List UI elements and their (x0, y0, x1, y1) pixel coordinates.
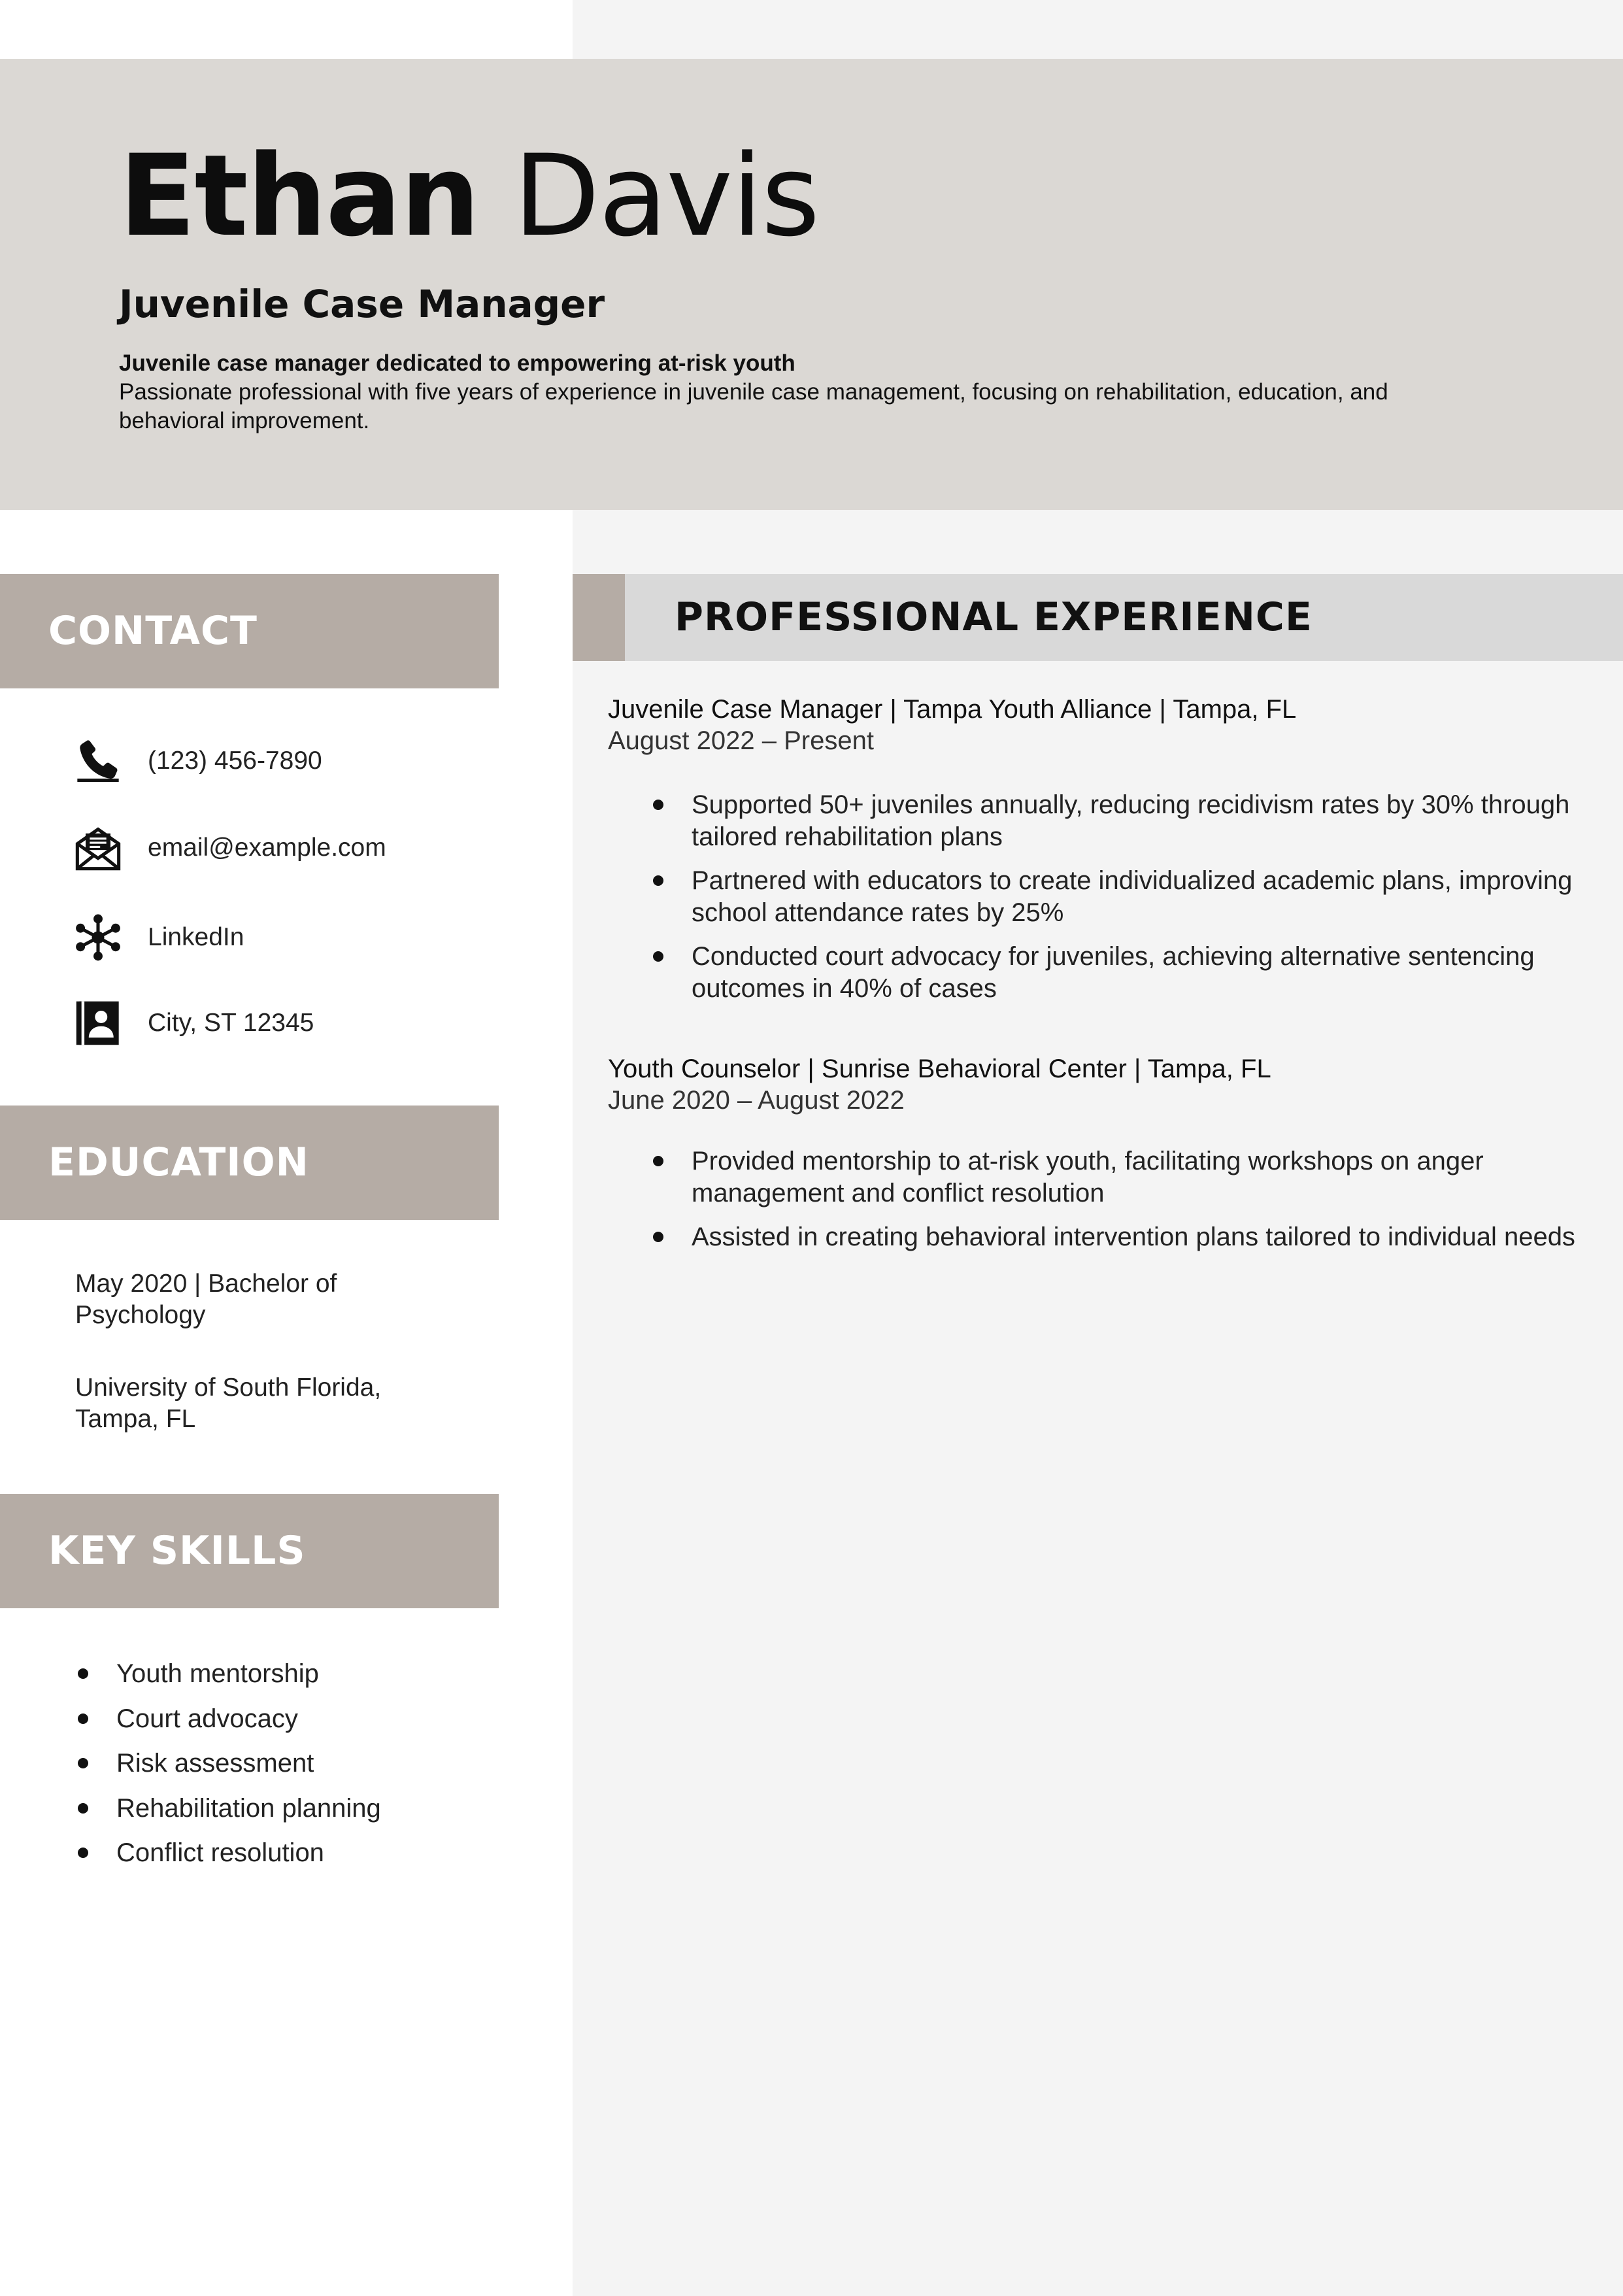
contact-email (73, 819, 492, 877)
job-dates: August 2022 – Present (608, 726, 874, 755)
summary-headline: Juvenile case manager dedicated to empowering at-risk youth (119, 350, 795, 376)
linkedin-icon (73, 908, 125, 967)
skill-item: Youth mentorship (75, 1651, 381, 1697)
job-bullets (650, 789, 1579, 1017)
experience-heading: PROFESSIONAL EXPERIENCE (675, 594, 1313, 640)
job-title-line: Youth Counselor | Sunrise Behavioral Center | Tampa, FL (608, 1055, 1271, 1083)
contact-linkedin (73, 908, 492, 967)
job-bullet: Assisted in creating behavioral intervention plans tailored to individual needs (650, 1221, 1579, 1253)
job-title-line: Juvenile Case Manager | Tampa Youth Alliance | Tampa, FL (608, 695, 1297, 724)
last-name: Davis (513, 130, 819, 262)
job-bullets (650, 1145, 1579, 1265)
job-title: Juvenile Case Manager (119, 282, 605, 326)
skill-item: Court advocacy (75, 1697, 381, 1742)
contact-address (73, 994, 492, 1053)
phone-icon (73, 732, 125, 790)
skills-list (75, 1651, 381, 1876)
phone-text: (123) 456-7890 (148, 747, 322, 775)
contact-heading: CONTACT (0, 574, 499, 688)
education-heading: EDUCATION (0, 1106, 499, 1220)
address-icon (73, 994, 125, 1053)
candidate-name (119, 131, 818, 262)
job-bullet: Supported 50+ juveniles annually, reducing recidivism rates by 30% through tailored rehabilitation plans (650, 789, 1579, 853)
skill-item: Rehabilitation planning (75, 1786, 381, 1831)
summary-text: Passionate professional with five years of experience in juvenile case management, focusing on rehabilitation, education, and behavioral improvement. (119, 379, 1388, 433)
skills-heading: KEY SKILLS (0, 1494, 499, 1608)
email-text: email@example.com (148, 834, 386, 862)
email-icon (73, 819, 125, 877)
education-school: University of South Florida, Tampa, FL (75, 1374, 382, 1433)
job-bullet: Partnered with educators to create individualized academic plans, improving school attendance rates by 25% (650, 865, 1579, 929)
contact-phone (73, 732, 492, 790)
skill-item: Risk assessment (75, 1741, 381, 1786)
linkedin-text: LinkedIn (148, 923, 244, 951)
education-degree: May 2020 | Bachelor of Psychology (75, 1270, 337, 1329)
job-bullet: Conducted court advocacy for juveniles, achieving alternative sentencing outcomes in 40% of cases (650, 941, 1579, 1005)
job-bullet: Provided mentorship to at-risk youth, facilitating workshops on anger management and conflict resolution (650, 1145, 1579, 1209)
experience-header (573, 574, 1623, 661)
experience-header-accent (573, 574, 625, 661)
first-name: Ethan (119, 130, 479, 262)
job-dates: June 2020 – August 2022 (608, 1086, 905, 1115)
address-text: City, ST 12345 (148, 1009, 314, 1037)
skill-item: Conflict resolution (75, 1831, 381, 1876)
